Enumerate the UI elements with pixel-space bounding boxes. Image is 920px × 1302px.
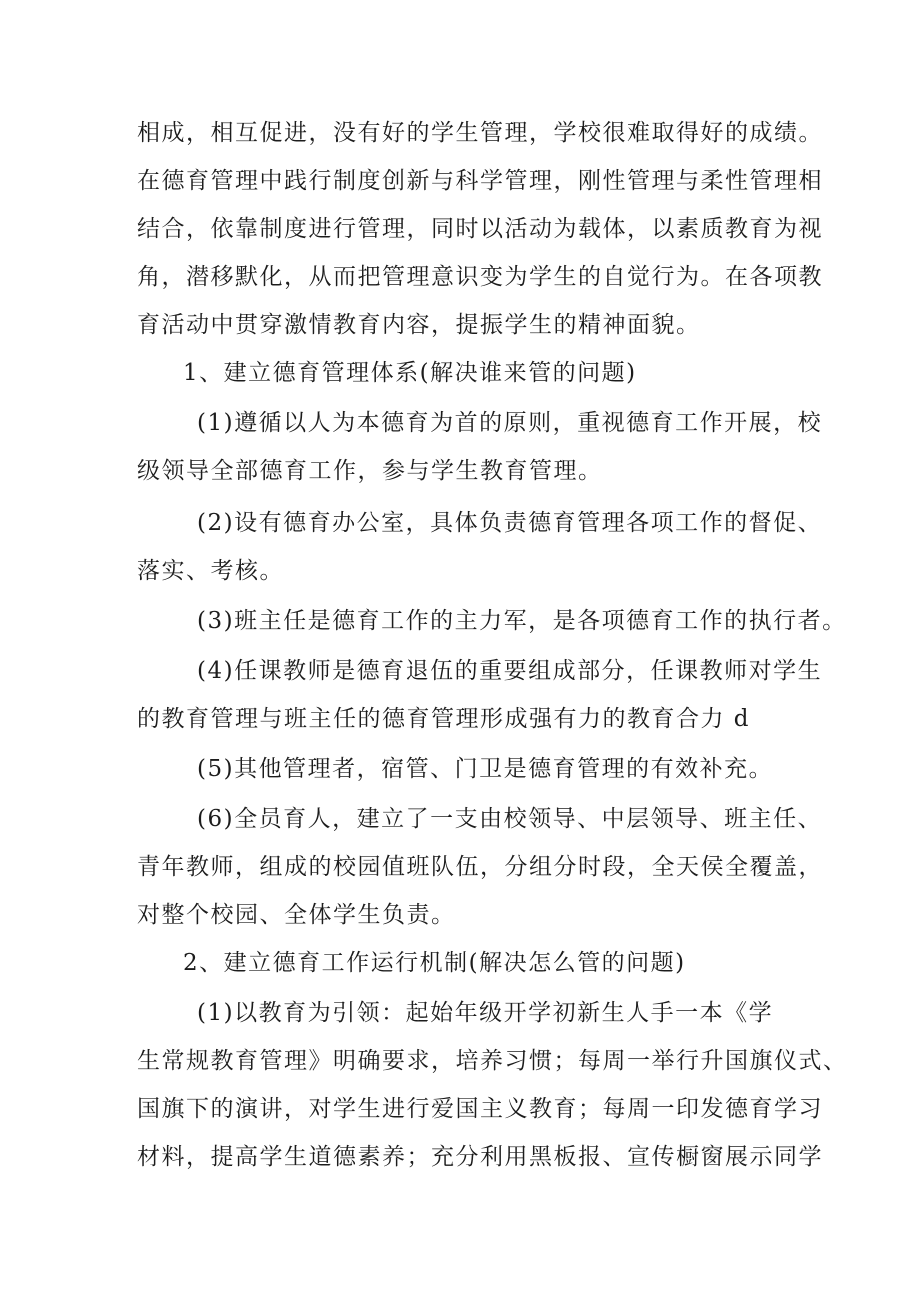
list-item-1-2: (2)设有德育办公室，具体负责德育管理各项工作的督促、 [197, 510, 823, 536]
list-item-1-1: (1)遵循以人为本德育为首的原则，重视德育工作开展，校 [197, 410, 823, 436]
list-item-2-1: (1)以教育为引领：起始年级开学初新生人手一本《学 [197, 1000, 774, 1026]
text-line: 国旗下的演讲，对学生进行爱国主义教育；每周一印发德育学习 [137, 1096, 823, 1122]
list-item-1-5: (5)其他管理者，宿管、门卫是德育管理的有效补充。 [197, 756, 774, 782]
section-heading-1: 1、建立德育管理体系(解决谁来管的问题) [183, 360, 637, 386]
text-line: 材料，提高学生道德素养；充分利用黑板报、宣传橱窗展示同学 [137, 1144, 823, 1170]
text-line: 在德育管理中践行制度创新与科学管理，刚性管理与柔性管理相 [137, 168, 823, 194]
text-line: 角，潜移默化，从而把管理意识变为学生的自觉行为。在各项教 [137, 264, 823, 290]
list-item-1-6: (6)全员育人，建立了一支由校领导、中层领导、班主任、 [197, 806, 823, 832]
text-line: 级领导全部德育工作，参与学生教育管理。 [137, 458, 603, 484]
text-line: 青年教师，组成的校园值班队伍，分组分时段，全天侯全覆盖， [137, 854, 823, 880]
text-line: 结合，依靠制度进行管理，同时以活动为载体，以素质教育为视 [137, 216, 823, 242]
text-line: 对整个校园、全体学生负责。 [137, 902, 456, 928]
list-item-1-3: (3)班主任是德育工作的主力军，是各项德育工作的执行者。 [197, 608, 847, 634]
text-line: 生常规教育管理》明确要求，培养习惯；每周一举行升国旗仪式、 [137, 1048, 848, 1074]
text-line: 的教育管理与班主任的德育管理形成强有力的教育合力 d [137, 706, 751, 732]
section-heading-2: 2、建立德育工作运行机制(解决怎么管的问题) [183, 950, 686, 976]
text-line: 相成，相互促进，没有好的学生管理，学校很难取得好的成绩。 [137, 120, 823, 146]
text-line: 落实、考核。 [137, 558, 284, 584]
list-item-1-4: (4)任课教师是德育退伍的重要组成部分，任课教师对学生 [197, 658, 823, 684]
text-line: 育活动中贯穿激情教育内容，提振学生的精神面貌。 [137, 312, 701, 338]
